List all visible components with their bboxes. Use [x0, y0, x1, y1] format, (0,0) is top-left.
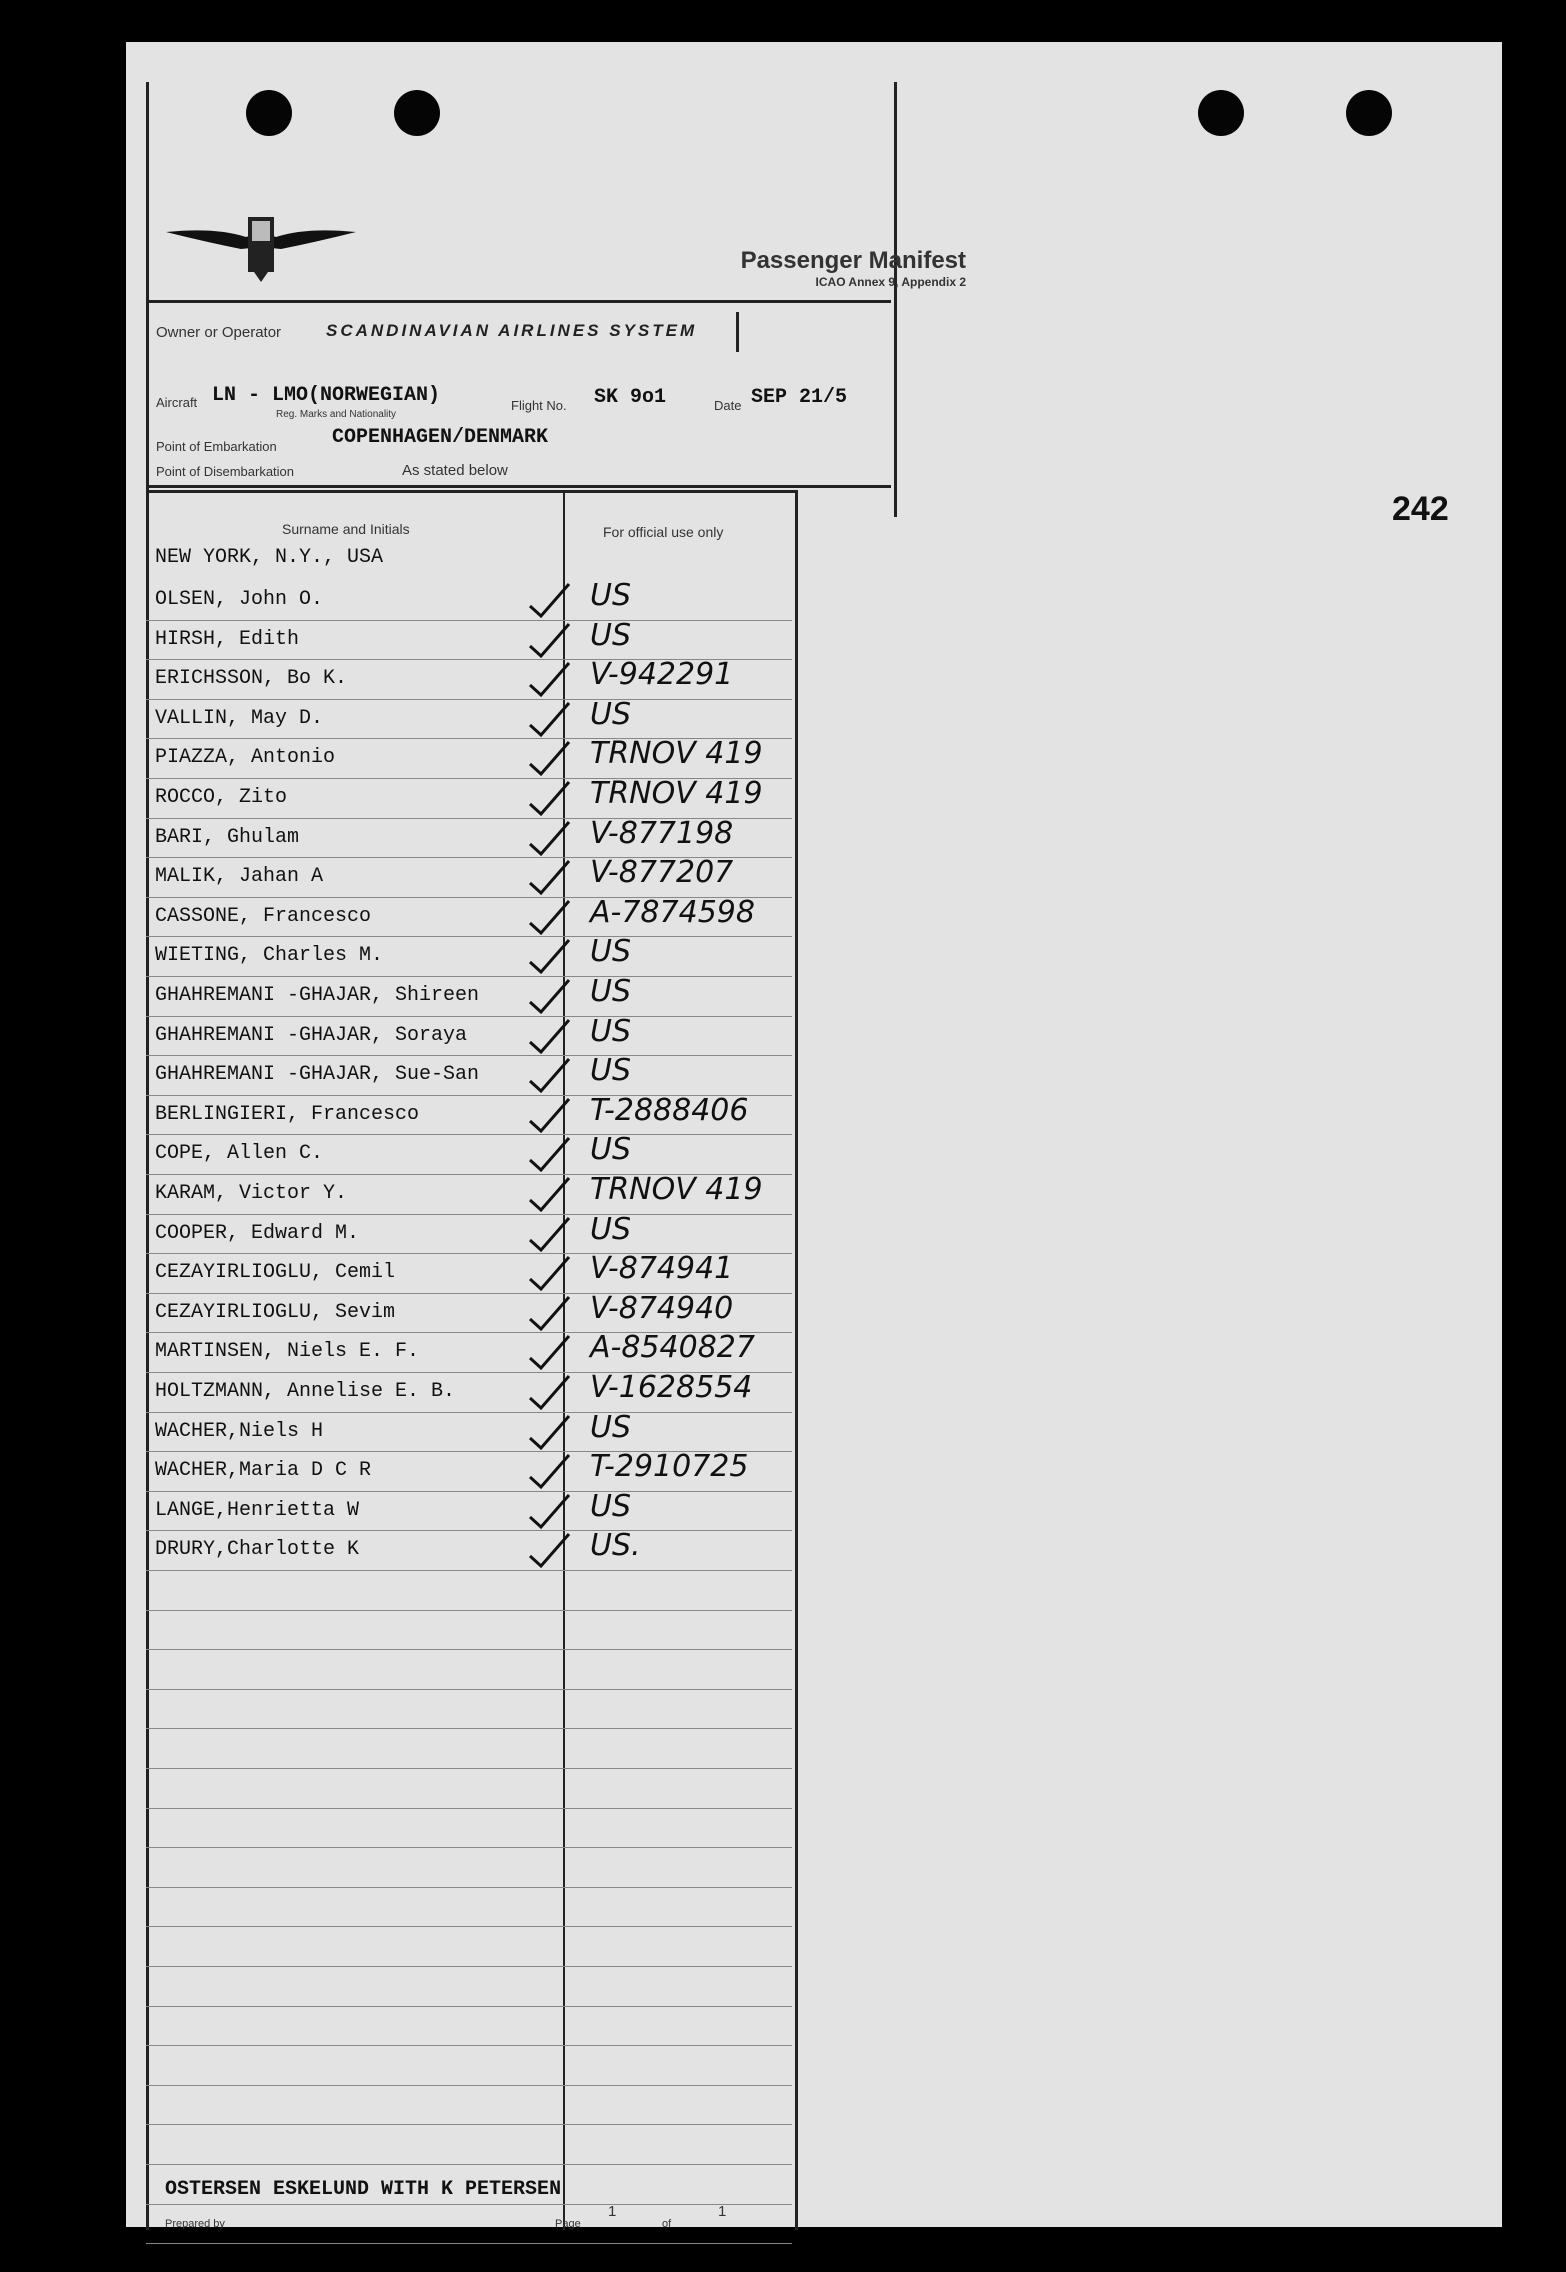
table-row-line [146, 936, 792, 937]
official-note: US [590, 617, 632, 653]
passenger-name: PIAZZA, Antonio [155, 746, 336, 770]
passenger-name: BERLINGIERI, Francesco [155, 1102, 420, 1126]
table-row-line [146, 1689, 792, 1690]
passenger-name: LANGE,Henrietta W [155, 1498, 360, 1522]
passenger-name: WACHER,Maria D C R [155, 1459, 372, 1483]
official-note: T-2888406 [590, 1092, 749, 1128]
owner-mark [736, 312, 739, 352]
checkmark-icon [525, 1491, 575, 1531]
embark-label: Point of Embarkation [156, 439, 277, 454]
owner-value: SCANDINAVIAN AIRLINES SYSTEM [326, 321, 698, 340]
official-note: US [590, 1488, 632, 1524]
checkmark-icon [525, 897, 575, 937]
title-block [606, 247, 966, 289]
page-title: Passenger Manifest [740, 247, 966, 274]
official-note: TRNOV 419 [590, 1172, 763, 1207]
official-note: A-8540827 [590, 1330, 755, 1366]
table-row-line [146, 1055, 792, 1056]
page-number: 242 [1392, 490, 1449, 528]
table-top-border [146, 490, 795, 493]
table-row-line [146, 1214, 792, 1215]
footer-note: OSTERSEN ESKELUND WITH K PETERSEN [165, 2178, 562, 2201]
checkmark-icon [525, 818, 575, 858]
passenger-name: CEZAYIRLIOGLU, Sevim [155, 1300, 396, 1324]
passenger-name: MALIK, Jahan A [155, 865, 324, 889]
official-note: US [590, 696, 632, 732]
official-note: US [590, 974, 632, 1009]
checkmark-icon [525, 857, 575, 897]
official-note: TRNOV 419 [590, 776, 763, 811]
official-note: V-877207 [590, 855, 734, 891]
table-row-line [146, 1808, 792, 1809]
checkmark-icon [525, 976, 575, 1016]
checkmark-icon [525, 620, 575, 660]
table-row-line [146, 2243, 792, 2244]
official-note: US [590, 578, 632, 613]
aircraft-value: LN - LMO(NORWEGIAN) [212, 384, 441, 407]
of-label: of [662, 2218, 672, 2230]
table-row-line [146, 2085, 792, 2086]
table-row-line [146, 1016, 792, 1017]
aircraft-label: Aircraft [156, 395, 198, 410]
official-column-header: For official use only [603, 524, 724, 540]
disembark-label: Point of Disembarkation [156, 464, 295, 479]
checkmark-icon [525, 659, 575, 699]
table-row-line [146, 2204, 792, 2205]
official-note: V-1628554 [590, 1370, 753, 1405]
punch-hole [1198, 90, 1244, 136]
of-value: 1 [718, 2203, 727, 2220]
passenger-name: BARI, Ghulam [155, 825, 300, 849]
date-label: Date [714, 398, 742, 413]
checkmark-icon [525, 1214, 575, 1254]
table-row-line [146, 1530, 792, 1531]
official-note: US [590, 934, 632, 970]
table-row-line [146, 1926, 792, 1927]
table-row-line [146, 1847, 792, 1848]
passenger-name: KARAM, Victor Y. [155, 1182, 348, 1205]
table-row-line [146, 1768, 792, 1769]
checkmark-icon [525, 1412, 575, 1452]
table-row-line [146, 1966, 792, 1967]
checkmark-icon [525, 580, 575, 620]
date-value: SEP 21/5 [751, 386, 848, 409]
table-row-line [146, 1610, 792, 1611]
checkmark-icon [525, 1530, 575, 1570]
checkmark-icon [525, 699, 575, 739]
prepared-label: Prepared by [165, 2218, 225, 2230]
checkmark-icon [525, 936, 575, 976]
embark-value: COPENHAGEN/DENMARK [332, 426, 549, 449]
page-value: 1 [608, 2203, 617, 2220]
passenger-name: HIRSH, Edith [155, 627, 300, 651]
table-row-line [146, 1887, 792, 1888]
surname-column-header: Surname and Initials [282, 521, 410, 537]
passenger-name: HOLTZMANN, Annelise E. B. [155, 1380, 456, 1403]
checkmark-icon [525, 778, 575, 818]
official-note: US [590, 1211, 632, 1247]
passenger-name: MARTINSEN, Niels E. F. [155, 1340, 420, 1364]
official-note: US [590, 1053, 632, 1089]
checkmark-icon [525, 1016, 575, 1056]
checkmark-icon [525, 1174, 575, 1214]
checkmark-icon [525, 1372, 575, 1412]
official-note: V-877198 [590, 815, 734, 851]
official-note: T-2910725 [590, 1449, 749, 1485]
checkmark-icon [525, 1095, 575, 1135]
checkmark-icon [525, 1293, 575, 1333]
flight-value: SK 9o1 [594, 386, 667, 409]
official-note: US [590, 1409, 632, 1445]
passenger-name: WACHER,Niels H [155, 1419, 324, 1443]
official-note: TRNOV 419 [590, 736, 763, 772]
table-row-line [146, 2045, 792, 2046]
flight-label: Flight No. [511, 398, 567, 413]
checkmark-icon [525, 738, 575, 778]
official-note: V-874941 [590, 1251, 734, 1287]
punch-hole [1346, 90, 1392, 136]
checkmark-icon [525, 1253, 575, 1293]
passenger-name: COOPER, Edward M. [155, 1221, 360, 1245]
passenger-name: COPE, Allen C. [155, 1142, 324, 1166]
official-note: US. [590, 1528, 641, 1564]
passenger-name: GHAHREMANI -GHAJAR, Sue-San [155, 1063, 480, 1087]
official-note: US [590, 1013, 632, 1049]
page-subtitle: ICAO Annex 9, Appendix 2 [815, 275, 966, 289]
checkmark-icon [525, 1134, 575, 1174]
divider [146, 485, 891, 488]
passenger-name: WIETING, Charles M. [155, 944, 384, 968]
table-row-line [146, 2006, 792, 2007]
passenger-name: DRURY,Charlotte K [155, 1538, 360, 1562]
passenger-name: CASSONE, Francesco [155, 904, 372, 928]
checkmark-icon [525, 1451, 575, 1491]
table-row-line [146, 1134, 792, 1135]
table-row-line [146, 1412, 792, 1413]
official-note: US [590, 1132, 632, 1168]
divider [146, 300, 891, 303]
table-row-line [146, 1649, 792, 1650]
passenger-name: CEZAYIRLIOGLU, Cemil [155, 1261, 396, 1285]
page-label: Page [555, 2218, 581, 2230]
official-note: V-942291 [590, 657, 734, 693]
table-row-line [146, 2164, 792, 2165]
passenger-name: VALLIN, May D. [155, 706, 324, 730]
table-row-line [146, 620, 792, 621]
table-row-line [146, 699, 792, 700]
passenger-name: GHAHREMANI -GHAJAR, Shireen [155, 984, 480, 1007]
reg-note: Reg. Marks and Nationality [276, 409, 397, 420]
checkmark-icon [525, 1332, 575, 1372]
passenger-name: OLSEN, John O. [155, 588, 324, 611]
official-note: A-7874598 [590, 894, 755, 930]
airline-wings-logo-icon [166, 207, 356, 287]
table-row-line [146, 2124, 792, 2125]
owner-label: Owner or Operator [156, 324, 282, 341]
disembark-value: As stated below [402, 462, 508, 479]
passenger-name: ERICHSSON, Bo K. [155, 667, 348, 691]
table-row-line [146, 1570, 792, 1571]
passenger-name: ROCCO, Zito [155, 786, 288, 809]
table-row-line [146, 1728, 792, 1729]
table-row-line [146, 1491, 792, 1492]
passenger-name: GHAHREMANI -GHAJAR, Soraya [155, 1023, 468, 1047]
checkmark-icon [525, 1055, 575, 1095]
table-row-line [146, 976, 792, 977]
destination: NEW YORK, N.Y., USA [155, 546, 384, 569]
official-note: V-874940 [590, 1290, 734, 1326]
